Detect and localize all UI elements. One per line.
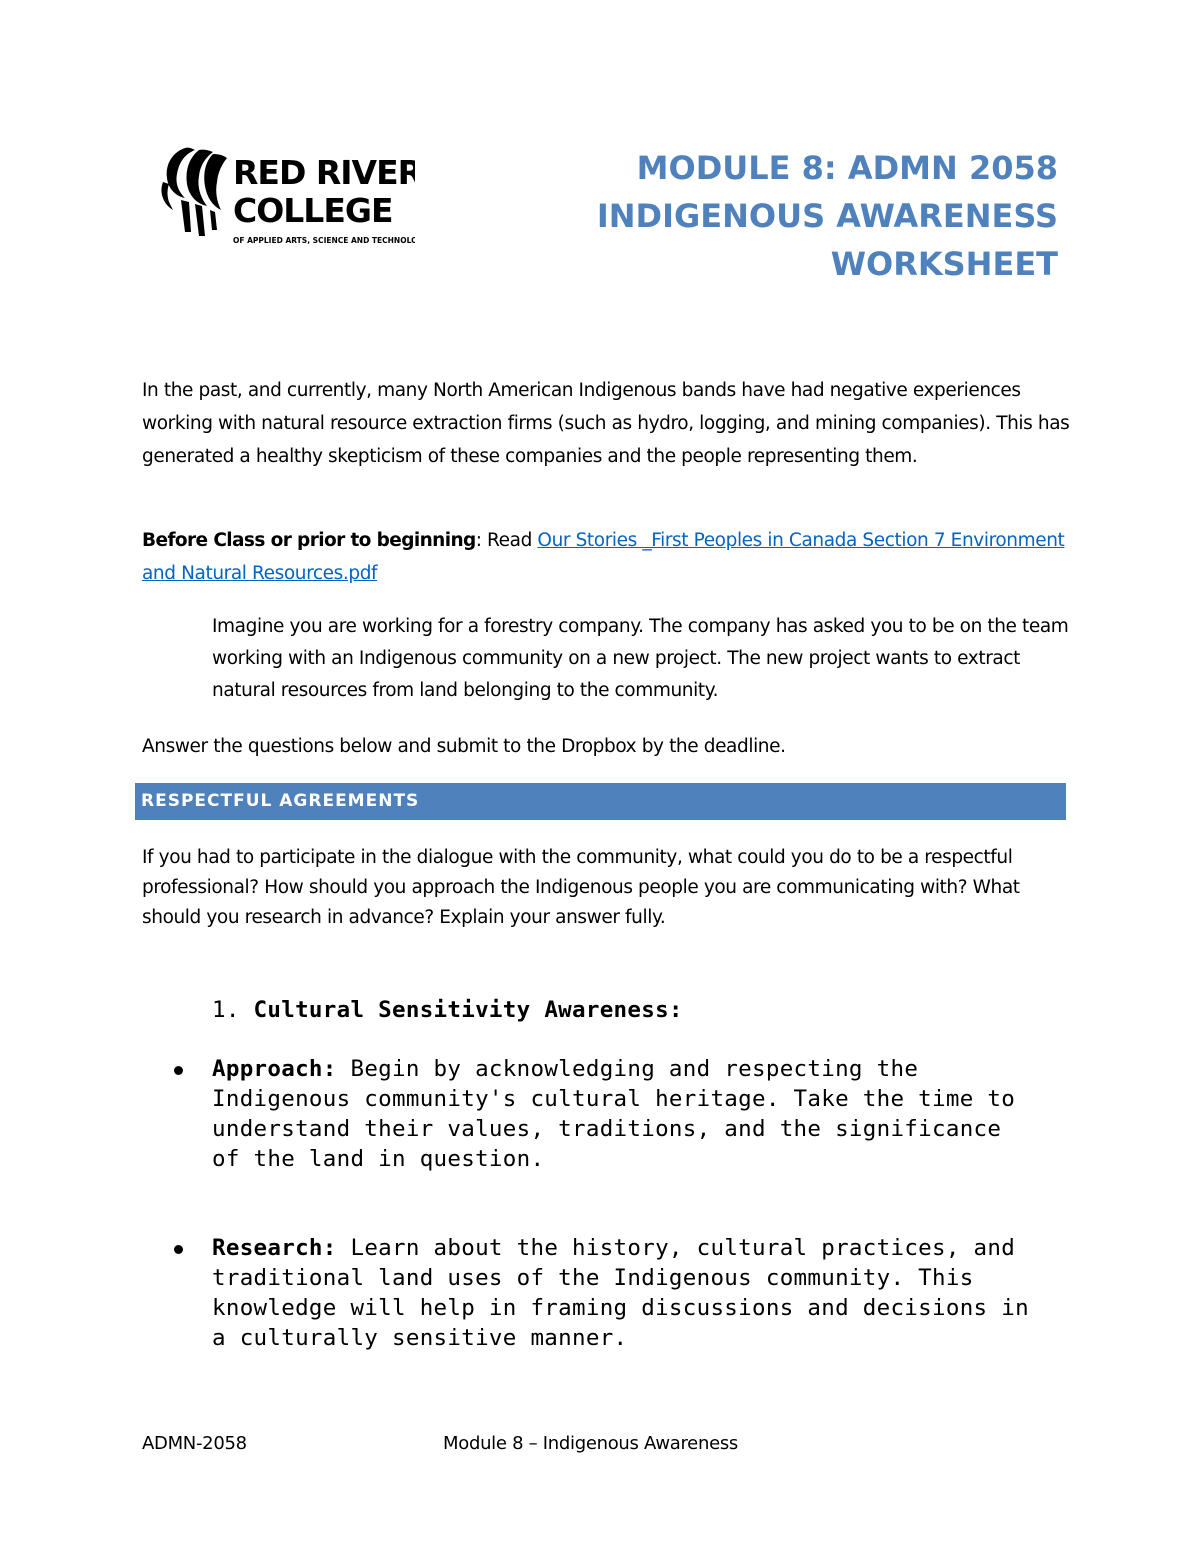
college-logo <box>155 140 415 255</box>
logo-line2: COLLEGE <box>233 191 393 230</box>
section-title: RESPECTFUL AGREEMENTS <box>141 791 420 811</box>
footer-module-title: Module 8 – Indigenous Awareness <box>443 1433 738 1454</box>
before-class-colon: : <box>475 530 482 551</box>
instructions-text: Answer the questions below and submit to the Dropbox by the deadline. <box>142 736 786 757</box>
document-title <box>597 144 1058 288</box>
title-line-2: INDIGENOUS AWARENESS <box>596 197 1058 235</box>
logo-tagline: OF APPLIED ARTS, SCIENCE AND TECHNOLOGY <box>233 236 415 245</box>
title-line-3: WORKSHEET <box>830 245 1058 283</box>
before-class-paragraph <box>142 524 1072 590</box>
intro-paragraph: In the past, and currently, many North American Indigenous bands have had negative experiences working with natural resource extraction firms (such as hydro, logging, and mining companies). This has generated a healthy skepticism of these companies and the people representing them. <box>142 380 1070 467</box>
bullet-dot-icon <box>174 1245 183 1254</box>
answer-heading <box>212 993 683 1027</box>
bullet-approach <box>212 1054 1042 1174</box>
question-paragraph: If you had to participate in the dialogue with the community, what could you do to be a respectful professional? How should you approach the Indigenous people you are communicating with? What should you research in advance? Explain your answer fully. <box>142 847 1020 928</box>
bullet-approach-label: Approach: <box>212 1056 337 1082</box>
section-header-bar <box>135 783 1066 820</box>
bullet-approach-text: Begin by acknowledging and respecting the Indigenous community's cultural heritage. Take the time to understand their values, traditions, and the significance of the land in question. <box>212 1056 1016 1172</box>
before-class-label: Before Class or prior to beginning <box>142 530 476 551</box>
scenario-paragraph: Imagine you are working for a forestry company. The company has asked you to be on the team working with an Indigenous community on a new project. The new project wants to extract natural resources from land belonging to the community. <box>212 616 1069 701</box>
title-line-1: MODULE 8: ADMN 2058 <box>636 149 1058 187</box>
answer-heading-number: 1. <box>212 997 254 1023</box>
reading-link[interactable]: Our Stories _First Peoples in Canada Section 7 Environment and Natural Resources.pdf <box>142 530 1065 584</box>
answer-heading-text: Cultural Sensitivity Awareness: <box>253 997 683 1023</box>
bullet-research-label: Research: <box>212 1235 337 1261</box>
logo-emblem-icon <box>161 148 227 236</box>
footer-course-code: ADMN-2058 <box>142 1433 247 1454</box>
before-class-read: Read <box>481 530 538 551</box>
bullet-research-text: Learn about the history, cultural practices, and traditional land uses of the Indigenous community. This knowledge will help in framing discussions and decisions in a culturally sensitive manner. <box>212 1235 1029 1351</box>
logo-line1: RED RIVER <box>233 153 415 192</box>
bullet-dot-icon <box>174 1066 183 1075</box>
bullet-research <box>212 1233 1042 1353</box>
